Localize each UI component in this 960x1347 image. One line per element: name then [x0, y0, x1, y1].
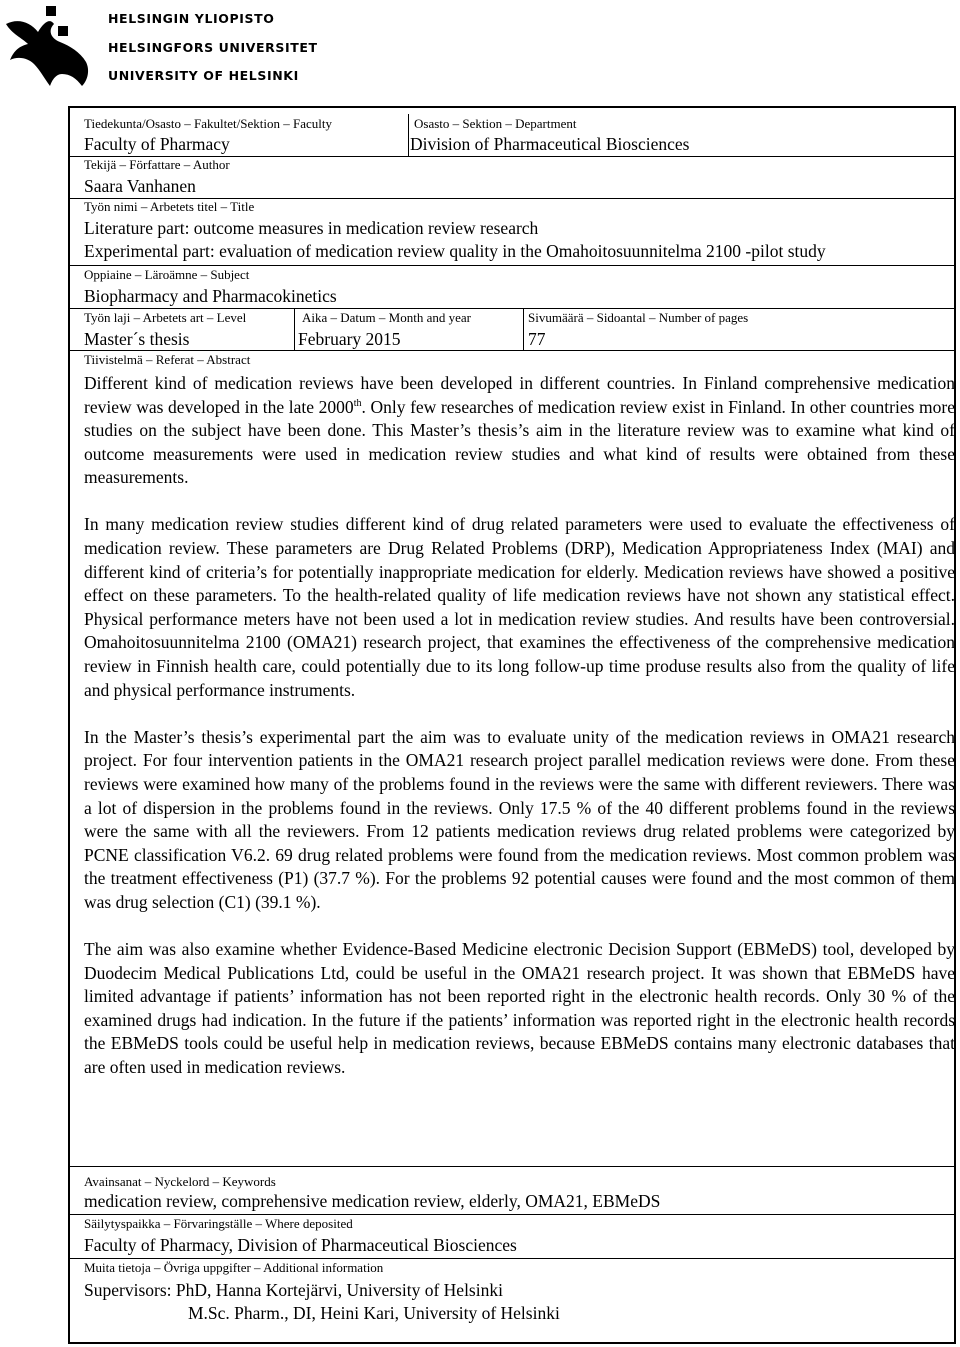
title-label: Työn nimi – Arbetets titel – Title: [84, 199, 255, 214]
faculty-value: Faculty of Pharmacy: [84, 134, 230, 154]
author-label: Tekijä – Författare – Author: [84, 157, 230, 172]
additional-line-1: Supervisors: PhD, Hanna Kortejärvi, University of Helsinki: [84, 1280, 503, 1300]
additional-label: Muita tietoja – Övriga uppgifter – Additional information: [84, 1260, 384, 1275]
divider: [70, 265, 954, 266]
abstract-body: [84, 372, 955, 1103]
title-line-2: Experimental part: evaluation of medication review quality in the Omahoitosuunnitelma 2100 -pilot study: [84, 241, 826, 261]
department-label: Osasto – Sektion – Department: [414, 116, 577, 131]
keywords-label: Avainsanat – Nyckelord – Keywords: [84, 1174, 276, 1189]
divider: [70, 1166, 954, 1167]
deposited-value: Faculty of Pharmacy, Division of Pharmaceutical Biosciences: [84, 1235, 517, 1255]
date-label: Aika – Datum – Month and year: [302, 310, 471, 325]
pages-value: 77: [528, 329, 546, 349]
level-value: Master´s thesis: [84, 329, 190, 349]
university-logo: [0, 0, 318, 90]
department-value: Division of Pharmaceutical Biosciences: [410, 134, 690, 154]
university-name-swedish: HELSINGFORS UNIVERSITET: [108, 40, 318, 55]
divider: [70, 350, 954, 351]
divider: [70, 1258, 954, 1259]
level-label: Työn laji – Arbetets art – Level: [84, 310, 247, 325]
date-value: February 2015: [298, 329, 401, 349]
university-name-finnish: HELSINGIN YLIOPISTO: [108, 11, 275, 26]
flame-logo-icon: [0, 0, 100, 90]
abstract-paragraph-1: Different kind of medication reviews have been developed in different countries. In Finland comprehensive medication review was developed in the late 2000th. Only few researches of medication review exist in Finland. In other countries more studies on the subject have been done. This Master’s thesis’s aim in the literature review was to examine what kind of outcome measurements were used in medication review studies and what kind of results were obtained from these measurements.: [84, 373, 956, 488]
additional-line-2: M.Sc. Pharm., DI, Heini Kari, University of Helsinki: [188, 1303, 560, 1323]
keywords-value: medication review, comprehensive medication review, elderly, OMA21, EBMeDS: [84, 1191, 661, 1211]
abstract-paragraph-2: In many medication review studies different kind of drug related parameters were used to evaluate the effectiveness of medication review. These parameters are Drug Related Problems (DRP), Medication Appropriateness Index (MAI) and different kind of criteria’s for potentially inappropriate medication for elderly. Medication reviews have showed a positive effect on these parameters. To the health-related quality of life medication reviews have not shown any statistical effect. Physical performance meters have not been used a lot in medication review studies. And results have been controversial. Omahoitosuunnitelma 2100 (OMA21) research project, that examines the effectiveness of the comprehensive medication review in Finnish health care, could potentially due to its long follow-up time produse results also from the quality of life and physical performance instruments.: [84, 514, 955, 700]
divider: [70, 1214, 954, 1215]
university-name-english: UNIVERSITY OF HELSINKI: [108, 68, 299, 83]
abstract-paragraph-3: In the Master’s thesis’s experimental part the aim was to evaluate unity of the medication reviews in OMA21 research project. For four intervention patients in the OMA21 research project parallel medication reviews were done. From these reviews were examined how many of the problems found in the reviews were the same with different reviewers. There was a lot of dispersion in the problems found in the reviews. Only 17.5 % of the 40 different problems found in the reviews were the same with all the reviewers. From 12 patients medication reviews drug related problems were categorized by PCNE classification V6.2. 69 drug related problems were found from the medication reviews. Most common problem was the treatment effectiveness (P1) (37.7 %). For the problems 92 potential causes were found and the most common of them was drug selection (C1) (39.1 %).: [84, 726, 955, 912]
pages-label: Sivumäärä – Sidoantal – Number of pages: [528, 310, 749, 325]
faculty-department-divider: [408, 114, 409, 156]
abstract-paragraph-4: The aim was also examine whether Evidence-Based Medicine electronic Decision Support (EBMeDS) tool, developed by Duodecim Medical Publications Ltd, could be useful in the OMA21 research project. It was shown that EBMeDS have limited advantage if patients’ information has not been reported right in the electronic health records. Only 30 % of the examined drugs had indication. In the future if the patients’ information was reported right in the electronic health records the EBMeDS tools could be useful help in medication reviews, because EBMeDS contains many electronic databases that are often used in medication reviews.: [84, 938, 955, 1077]
deposited-label: Säilytyspaikka – Förvaringställe – Where deposited: [84, 1216, 353, 1231]
divider: [70, 308, 954, 309]
level-date-divider: [294, 308, 295, 350]
subject-value: Biopharmacy and Pharmacokinetics: [84, 286, 337, 306]
author-value: Saara Vanhanen: [84, 176, 196, 196]
subject-label: Oppiaine – Läroämne – Subject: [84, 267, 250, 282]
title-line-1: Literature part: outcome measures in medication review research: [84, 218, 539, 238]
date-pages-divider: [523, 308, 524, 350]
abstract-form: [68, 106, 956, 1344]
faculty-label: Tiedekunta/Osasto – Fakultet/Sektion – Faculty: [84, 116, 332, 131]
abstract-label: Tiivistelmä – Referat – Abstract: [84, 352, 251, 367]
